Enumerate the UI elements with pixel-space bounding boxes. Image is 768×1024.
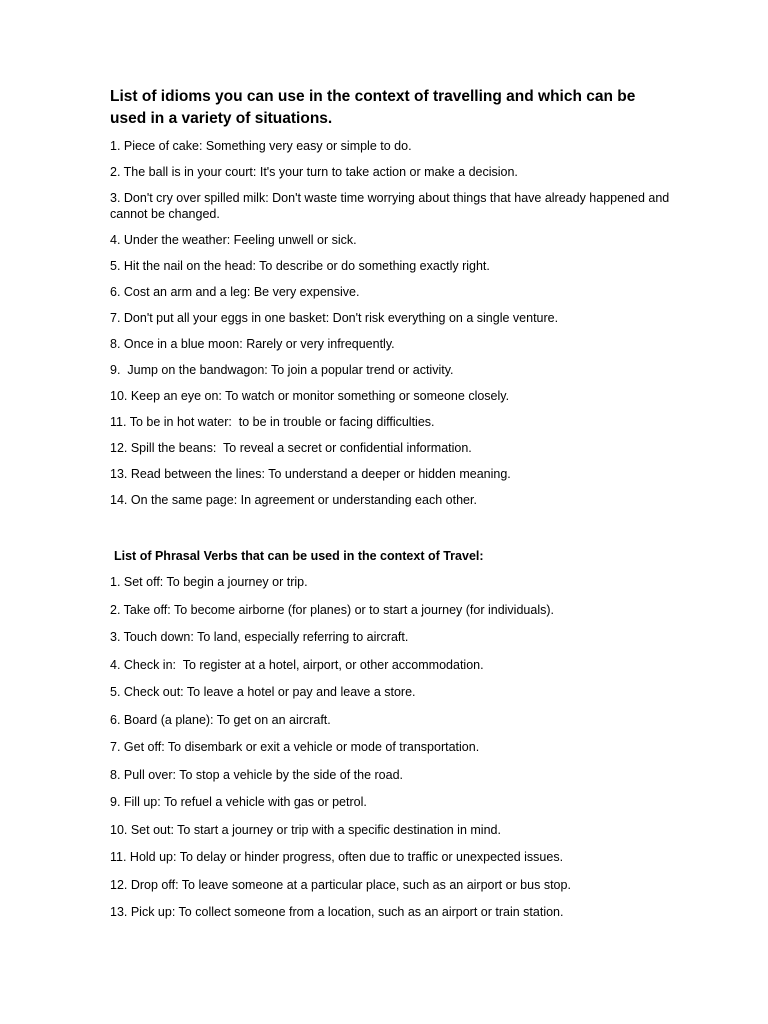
phrasal-verb-item-11: 11. Hold up: To delay or hinder progress, often due to traffic or unexpected issues. xyxy=(110,850,564,864)
phrasal-verb-item-9: 9. Fill up: To refuel a vehicle with gas or petrol. xyxy=(110,795,367,809)
idioms-section xyxy=(110,86,673,518)
idiom-item-5: 5. Hit the nail on the head: To describe or do something exactly right. xyxy=(110,259,490,273)
idiom-item-7: 7. Don't put all your eggs in one basket: Don't risk everything on a single venture. xyxy=(110,311,559,325)
idiom-item-3: 3. Don't cry over spilled milk: Don't waste time worrying about things that have already happened and cannot be changed. xyxy=(110,191,673,221)
phrasal-verb-item-5: 5. Check out: To leave a hotel or pay and leave a store. xyxy=(110,685,416,699)
idiom-item-9: 9. Jump on the bandwagon: To join a popular trend or activity. xyxy=(110,363,454,377)
phrasal-verbs-title: List of Phrasal Verbs that can be used in the context of Travel: xyxy=(114,549,484,563)
idiom-item-14: 14. On the same page: In agreement or understanding each other. xyxy=(110,493,477,507)
phrasal-verb-item-3: 3. Touch down: To land, especially referring to aircraft. xyxy=(110,630,409,644)
idiom-item-11: 11. To be in hot water: to be in trouble or facing difficulties. xyxy=(110,415,435,429)
idiom-item-4: 4. Under the weather: Feeling unwell or sick. xyxy=(110,233,357,247)
phrasal-verb-item-4: 4. Check in: To register at a hotel, airport, or other accommodation. xyxy=(110,657,484,672)
idiom-item-12: 12. Spill the beans: To reveal a secret or confidential information. xyxy=(110,441,472,455)
phrasal-verb-item-6: 6. Board (a plane): To get on an aircraft. xyxy=(110,712,331,727)
idiom-item-13: 13. Read between the lines: To understand a deeper or hidden meaning. xyxy=(110,467,511,481)
phrasal-verb-item-10: 10. Set out: To start a journey or trip with a specific destination in mind. xyxy=(110,822,501,837)
phrasal-verb-item-1: 1. Set off: To begin a journey or trip. xyxy=(110,575,308,589)
phrasal-verb-item-7: 7. Get off: To disembark or exit a vehicle or mode of transportation. xyxy=(110,740,480,754)
idioms-title: List of idioms you can use in the context of travelling and which can be used in a variety of situations. xyxy=(110,88,636,127)
idioms-list xyxy=(110,138,673,508)
phrasal-verb-item-12: 12. Drop off: To leave someone at a particular place, such as an airport or bus stop. xyxy=(110,877,571,892)
idiom-item-1: 1. Piece of cake: Something very easy or simple to do. xyxy=(110,139,412,153)
idiom-item-2: 2. The ball is in your court: It's your turn to take action or make a decision. xyxy=(110,165,518,179)
phrasal-verb-item-2: 2. Take off: To become airborne (for planes) or to start a journey (for individuals). xyxy=(110,602,554,617)
phrasal-verb-item-8: 8. Pull over: To stop a vehicle by the side of the road. xyxy=(110,767,403,782)
phrasal-verbs-section xyxy=(110,548,670,932)
phrasal-verb-item-13: 13. Pick up: To collect someone from a location, such as an airport or train station. xyxy=(110,905,564,919)
idiom-item-8: 8. Once in a blue moon: Rarely or very infrequently. xyxy=(110,337,395,351)
idiom-item-10: 10. Keep an eye on: To watch or monitor something or someone closely. xyxy=(110,389,510,403)
phrasal-verbs-list xyxy=(110,574,670,920)
idiom-item-6: 6. Cost an arm and a leg: Be very expensive. xyxy=(110,285,360,299)
